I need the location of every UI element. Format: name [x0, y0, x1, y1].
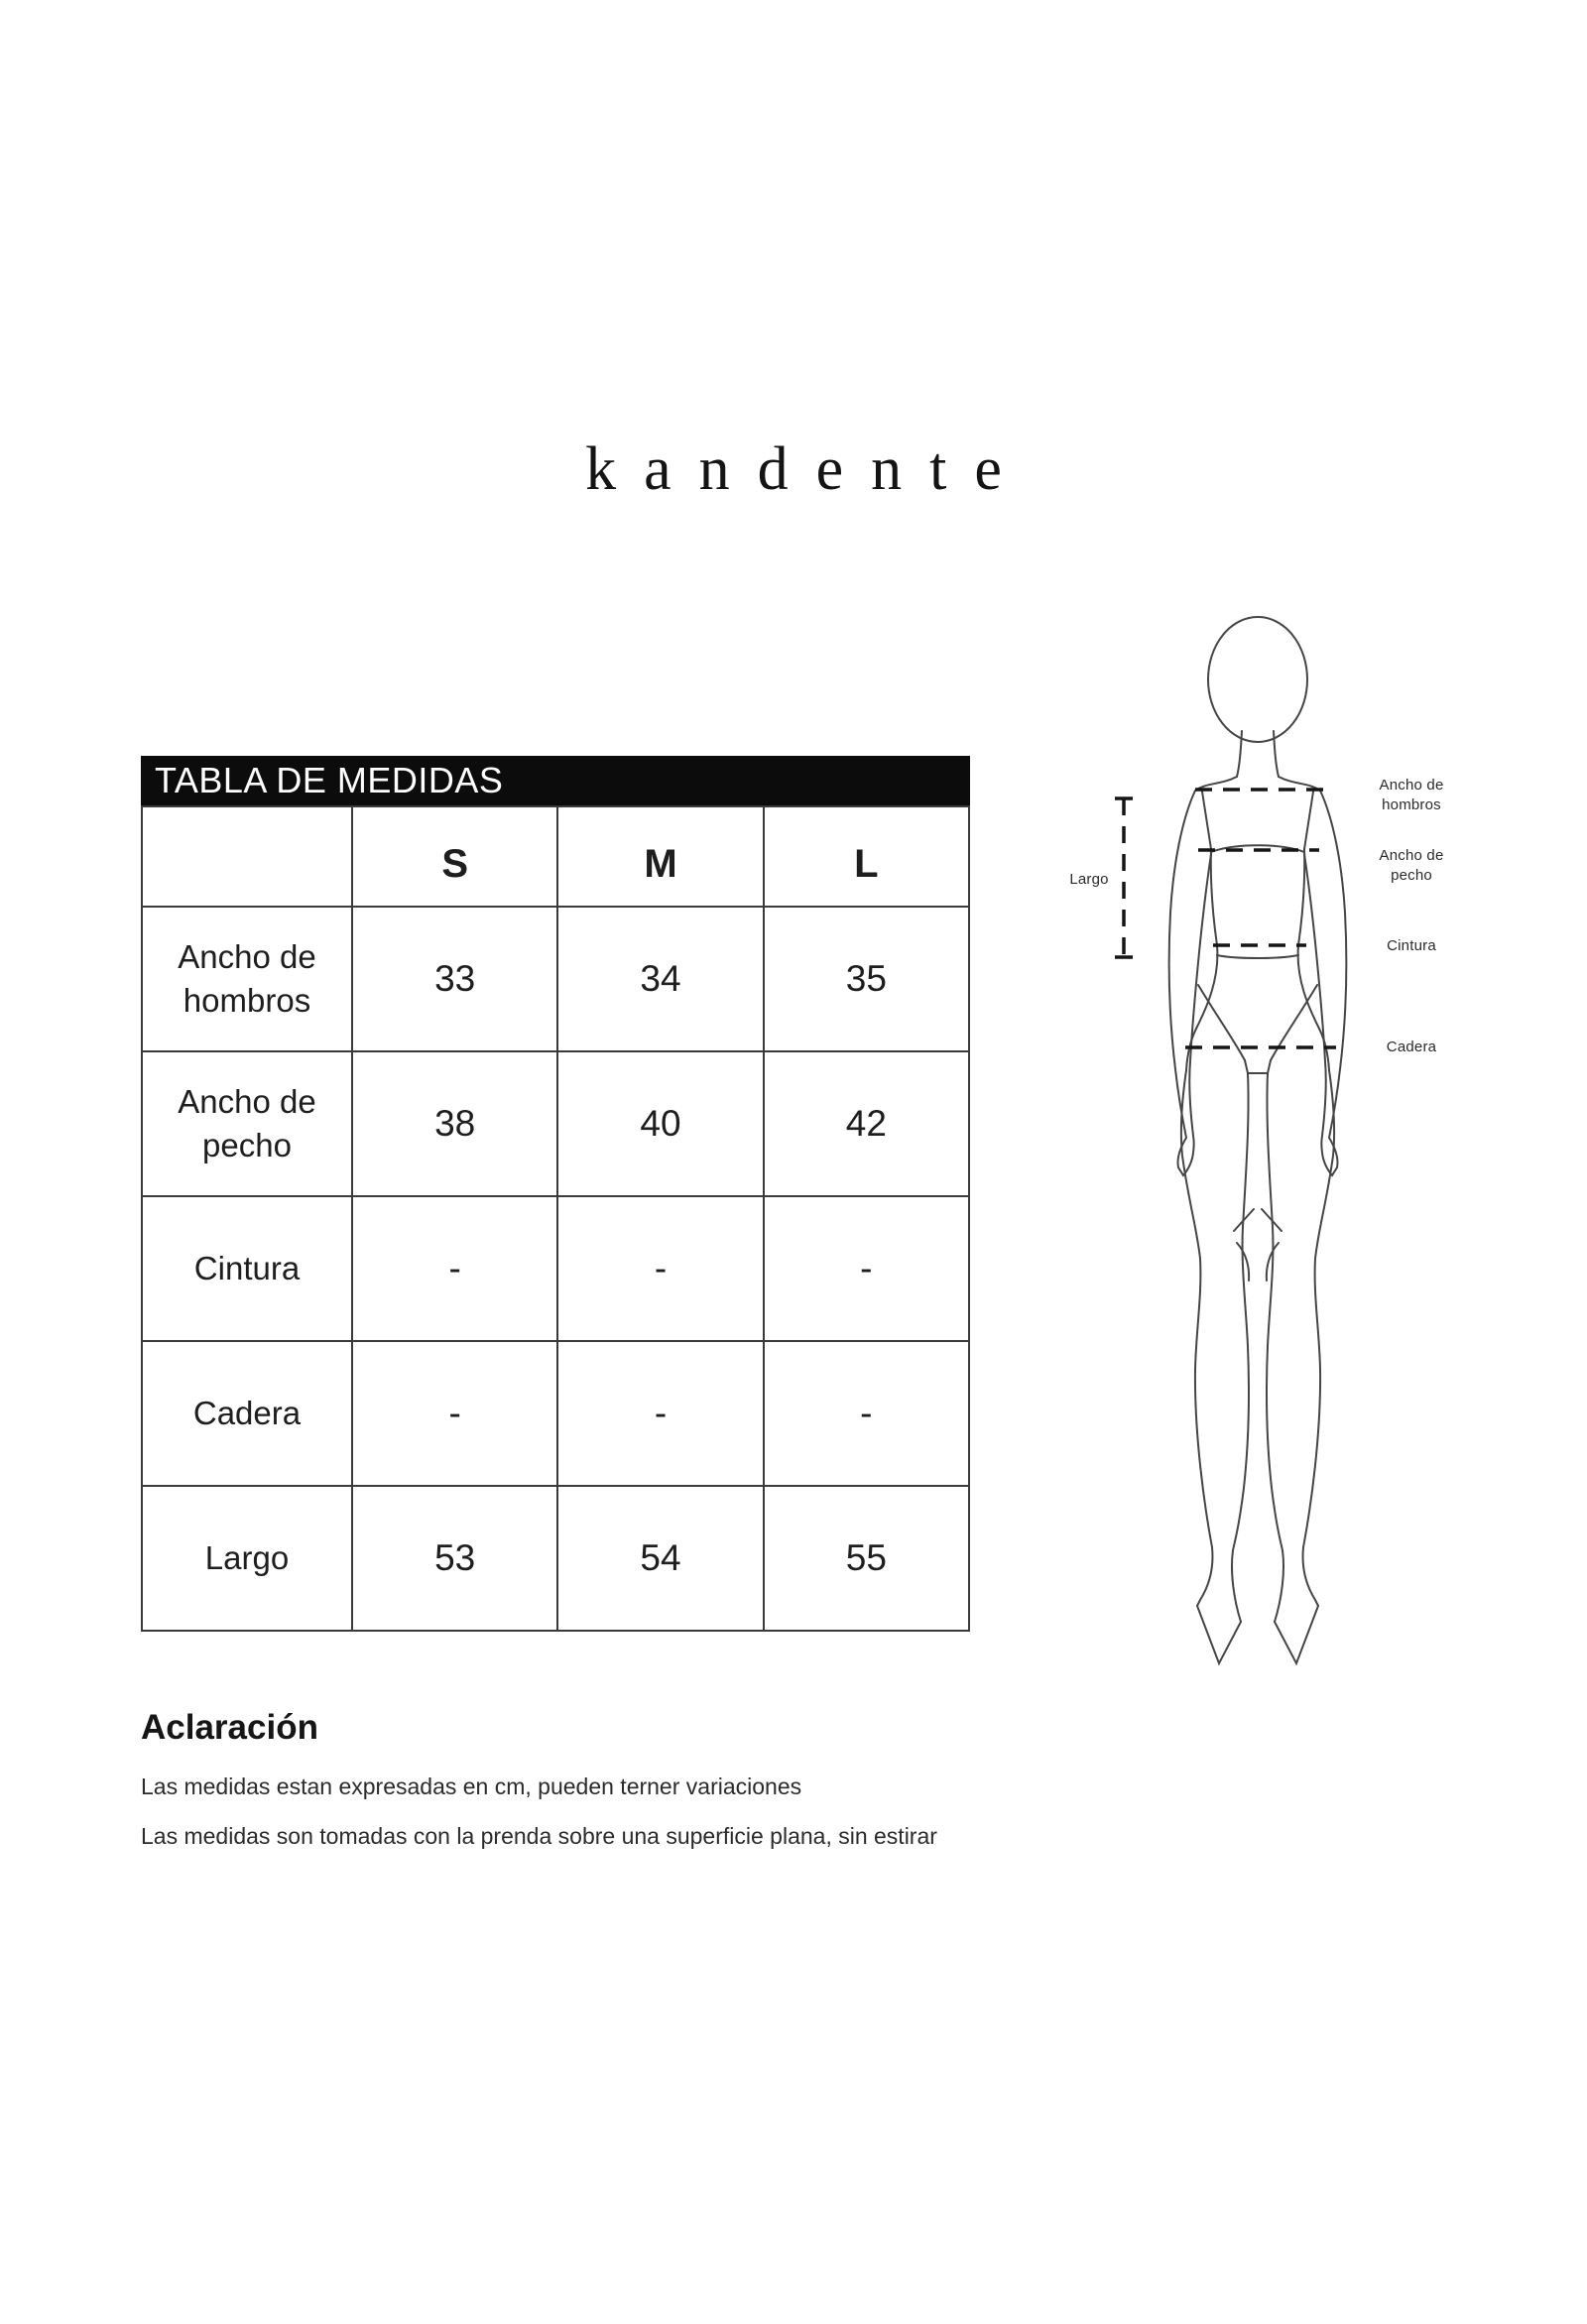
value-cell: 33: [352, 907, 557, 1051]
size-column-l: L: [764, 806, 969, 907]
value-cell: 35: [764, 907, 969, 1051]
row-label: Ancho de hombros: [142, 907, 352, 1051]
size-table-grid: [141, 805, 970, 1632]
value-cell: 55: [764, 1486, 969, 1631]
figure-label-shoulders: Ancho de hombros: [1379, 777, 1444, 814]
value-cell: 38: [352, 1051, 557, 1196]
figure-label-length: Largo: [1069, 871, 1109, 888]
note-line: Las medidas estan expresadas en cm, pueden terner variaciones: [141, 1774, 802, 1799]
size-column-m: M: [557, 806, 763, 907]
value-cell: -: [764, 1341, 969, 1486]
size-table: [141, 756, 970, 1632]
value-cell: 34: [557, 907, 763, 1051]
row-label: Ancho de pecho: [142, 1051, 352, 1196]
value-cell: -: [352, 1341, 557, 1486]
notes-heading: Aclaración: [141, 1708, 318, 1747]
value-cell: 40: [557, 1051, 763, 1196]
row-label: Largo: [142, 1486, 352, 1631]
figure-outline: [1169, 617, 1347, 1663]
value-cell: 42: [764, 1051, 969, 1196]
brand-logo: kandente: [585, 435, 1030, 503]
length-measure-line: [1115, 798, 1133, 957]
size-column-s: S: [352, 806, 557, 907]
row-label: Cintura: [142, 1196, 352, 1341]
value-cell: -: [557, 1341, 763, 1486]
figure-label-waist: Cintura: [1387, 937, 1436, 954]
table-row-cadera: [142, 1341, 969, 1486]
table-row-cintura: [142, 1196, 969, 1341]
size-table-title: TABLA DE MEDIDAS: [141, 756, 970, 805]
row-label: Cadera: [142, 1341, 352, 1486]
table-row-largo: [142, 1486, 969, 1631]
value-cell: 54: [557, 1486, 763, 1631]
value-cell: 53: [352, 1486, 557, 1631]
value-cell: -: [764, 1196, 969, 1341]
figure-head: [1208, 617, 1307, 742]
figure-label-hips: Cadera: [1386, 1039, 1437, 1055]
table-row-ancho-hombros: [142, 907, 969, 1051]
croquis-illustration: [1032, 580, 1488, 1751]
body-measurement-figure: [1032, 580, 1488, 1751]
table-row-ancho-pecho: [142, 1051, 969, 1196]
note-line: Las medidas son tomadas con la prenda sobre una superficie plana, sin estirar: [141, 1823, 937, 1849]
corner-cell: [142, 806, 352, 907]
value-cell: -: [557, 1196, 763, 1341]
value-cell: -: [352, 1196, 557, 1341]
size-header-row: [142, 806, 969, 907]
figure-label-chest: Ancho de pecho: [1379, 847, 1444, 885]
